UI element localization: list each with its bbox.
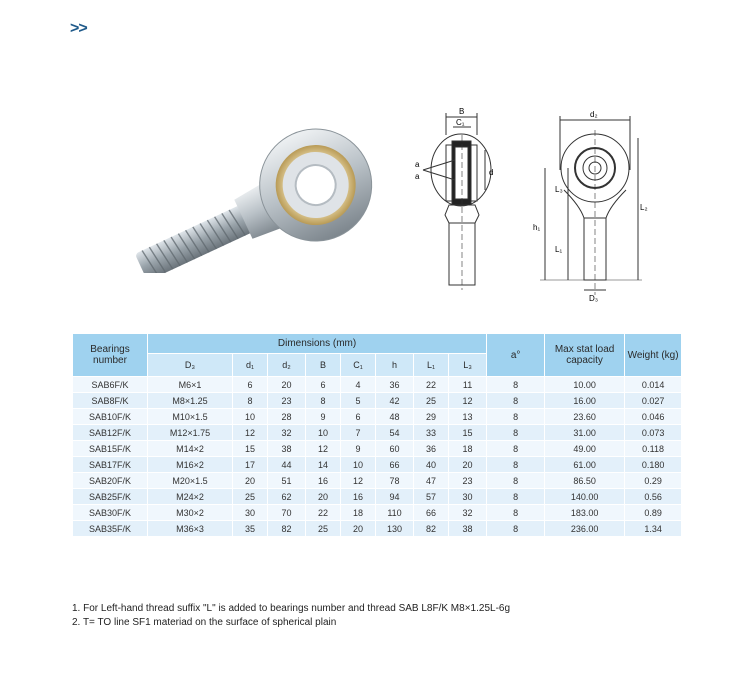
table-cell: 11 [449, 377, 487, 393]
table-cell: 12 [306, 441, 341, 457]
table-cell: 23 [268, 393, 306, 409]
table-cell: 23.60 [545, 409, 625, 425]
table-cell: SAB6F/K [73, 377, 148, 393]
table-cell: 31.00 [545, 425, 625, 441]
table-cell: 25 [233, 489, 268, 505]
table-cell: 16 [341, 489, 376, 505]
table-cell: 32 [449, 505, 487, 521]
table-cell: 0.56 [625, 489, 682, 505]
label-a-top: a [415, 160, 420, 169]
table-cell: 33 [414, 425, 449, 441]
table-cell: SAB15F/K [73, 441, 148, 457]
table-cell: 12 [233, 425, 268, 441]
table-cell: 82 [414, 521, 449, 537]
table-cell: 30 [233, 505, 268, 521]
label-B: B [459, 107, 465, 116]
header-C1: C₁ [341, 354, 376, 377]
table-cell: 6 [233, 377, 268, 393]
table-cell: SAB20F/K [73, 473, 148, 489]
table-cell: 0.180 [625, 457, 682, 473]
table-cell: 8 [487, 441, 545, 457]
label-a-bottom: a [415, 172, 420, 181]
table-cell: 0.073 [625, 425, 682, 441]
table-cell: M20×1.5 [148, 473, 233, 489]
table-cell: M12×1.75 [148, 425, 233, 441]
table-cell: 66 [414, 505, 449, 521]
label-L2: L₂ [640, 203, 648, 212]
table-cell: SAB25F/K [73, 489, 148, 505]
header-L3: L₃ [449, 354, 487, 377]
table-cell: 32 [268, 425, 306, 441]
table-cell: 8 [487, 409, 545, 425]
table-cell: 8 [487, 457, 545, 473]
table-cell: M30×2 [148, 505, 233, 521]
table-cell: M24×2 [148, 489, 233, 505]
rod-end-bearing-photo [120, 108, 380, 273]
table-cell: 38 [449, 521, 487, 537]
label-D3: D₃ [589, 294, 599, 303]
table-cell: 47 [414, 473, 449, 489]
side-view-drawing [405, 105, 515, 295]
table-cell: 42 [376, 393, 414, 409]
header-max-stat-load: Max stat load capacity [545, 334, 625, 377]
table-cell: 8 [487, 377, 545, 393]
table-cell: 57 [414, 489, 449, 505]
header-d1: d₁ [233, 354, 268, 377]
table-cell: 0.118 [625, 441, 682, 457]
front-view-drawing [530, 110, 650, 305]
table-cell: 110 [376, 505, 414, 521]
header-L1: L₁ [414, 354, 449, 377]
table-cell: 51 [268, 473, 306, 489]
header-dimensions: Dimensions (mm) [148, 334, 487, 354]
table-cell: 16 [306, 473, 341, 489]
table-cell: 54 [376, 425, 414, 441]
label-C1: C₁ [456, 118, 465, 127]
table-cell: M16×2 [148, 457, 233, 473]
table-cell: 8 [487, 393, 545, 409]
table-cell: 13 [449, 409, 487, 425]
table-cell: 7 [341, 425, 376, 441]
table-cell: 94 [376, 489, 414, 505]
header-weight: Weight (kg) [625, 334, 682, 377]
table-cell: 44 [268, 457, 306, 473]
table-cell: SAB35F/K [73, 521, 148, 537]
table-cell: 66 [376, 457, 414, 473]
table-cell: 9 [306, 409, 341, 425]
header-h: h [376, 354, 414, 377]
table-cell: 62 [268, 489, 306, 505]
header-alpha: a° [487, 334, 545, 377]
table-cell: 48 [376, 409, 414, 425]
table-cell: 25 [306, 521, 341, 537]
table-cell: 61.00 [545, 457, 625, 473]
table-cell: SAB30F/K [73, 505, 148, 521]
table-cell: 12 [449, 393, 487, 409]
spec-table [72, 333, 682, 537]
table-cell: 0.89 [625, 505, 682, 521]
table-cell: 0.014 [625, 377, 682, 393]
label-d2: d₂ [590, 110, 598, 119]
table-cell: 8 [233, 393, 268, 409]
notes [72, 602, 510, 630]
table-cell: 0.046 [625, 409, 682, 425]
table-cell: 36 [376, 377, 414, 393]
table-cell: 29 [414, 409, 449, 425]
table-cell: 18 [341, 505, 376, 521]
table-cell: 14 [306, 457, 341, 473]
table-cell: 10 [233, 409, 268, 425]
table-cell: 8 [487, 505, 545, 521]
header-B: B [306, 354, 341, 377]
table-cell: M14×2 [148, 441, 233, 457]
label-L3: L₃ [555, 185, 563, 194]
label-h1: h₁ [533, 223, 541, 232]
table-cell: 20 [341, 521, 376, 537]
table-cell: 86.50 [545, 473, 625, 489]
table-cell: 78 [376, 473, 414, 489]
table-cell: 23 [449, 473, 487, 489]
table-cell: 82 [268, 521, 306, 537]
table-cell: 70 [268, 505, 306, 521]
table-cell: 20 [233, 473, 268, 489]
table-row [73, 457, 682, 473]
table-cell: 4 [341, 377, 376, 393]
table-cell: 130 [376, 521, 414, 537]
table-row [73, 425, 682, 441]
table-cell: 18 [449, 441, 487, 457]
table-row [73, 393, 682, 409]
table-cell: 0.29 [625, 473, 682, 489]
table-cell: 15 [233, 441, 268, 457]
table-cell: 16.00 [545, 393, 625, 409]
table-cell: 15 [449, 425, 487, 441]
table-cell: 0.027 [625, 393, 682, 409]
table-cell: 20 [306, 489, 341, 505]
note-2: 2. T= TO line SF1 materiad on the surface of spherical plain [72, 617, 337, 628]
section-marker: >> [70, 20, 87, 37]
table-cell: 236.00 [545, 521, 625, 537]
table-cell: 36 [414, 441, 449, 457]
table-cell: 38 [268, 441, 306, 457]
table-cell: 49.00 [545, 441, 625, 457]
table-cell: 8 [487, 425, 545, 441]
table-cell: 6 [306, 377, 341, 393]
table-cell: 10 [341, 457, 376, 473]
table-cell: 9 [341, 441, 376, 457]
table-cell: 6 [341, 409, 376, 425]
table-cell: 22 [306, 505, 341, 521]
table-cell: SAB8F/K [73, 393, 148, 409]
table-cell: 60 [376, 441, 414, 457]
table-cell: SAB10F/K [73, 409, 148, 425]
table-cell: 8 [487, 473, 545, 489]
table-cell: 17 [233, 457, 268, 473]
table-cell: 12 [341, 473, 376, 489]
note-1: 1. For Left-hand thread suffix "L" is added to bearings number and thread SAB L8F/K M8×1.25L-6g [72, 603, 511, 614]
table-cell: SAB12F/K [73, 425, 148, 441]
table-cell: M36×3 [148, 521, 233, 537]
table-cell: 183.00 [545, 505, 625, 521]
table-row [73, 489, 682, 505]
table-row [73, 473, 682, 489]
table-cell: 10.00 [545, 377, 625, 393]
label-L1: L₁ [555, 245, 563, 254]
header-d2: d₂ [268, 354, 306, 377]
table-cell: 28 [268, 409, 306, 425]
table-cell: 140.00 [545, 489, 625, 505]
label-d: d [489, 168, 494, 177]
table-row [73, 505, 682, 521]
table-cell: 20 [268, 377, 306, 393]
table-cell: 8 [487, 489, 545, 505]
table-row [73, 377, 682, 393]
table-cell: 40 [414, 457, 449, 473]
table-cell: 5 [341, 393, 376, 409]
table-cell: 1.34 [625, 521, 682, 537]
table-cell: M6×1 [148, 377, 233, 393]
table-cell: SAB17F/K [73, 457, 148, 473]
table-row [73, 441, 682, 457]
header-bearings-number: Bearings number [73, 334, 148, 377]
table-cell: 22 [414, 377, 449, 393]
table-cell: M10×1.5 [148, 409, 233, 425]
spec-table-body [73, 377, 682, 537]
table-cell: M8×1.25 [148, 393, 233, 409]
table-cell: 30 [449, 489, 487, 505]
table-cell: 10 [306, 425, 341, 441]
table-cell: 25 [414, 393, 449, 409]
table-row [73, 409, 682, 425]
table-cell: 8 [487, 521, 545, 537]
table-cell: 35 [233, 521, 268, 537]
table-cell: 20 [449, 457, 487, 473]
table-row [73, 521, 682, 537]
header-D3: D₃ [148, 354, 233, 377]
table-cell: 8 [306, 393, 341, 409]
